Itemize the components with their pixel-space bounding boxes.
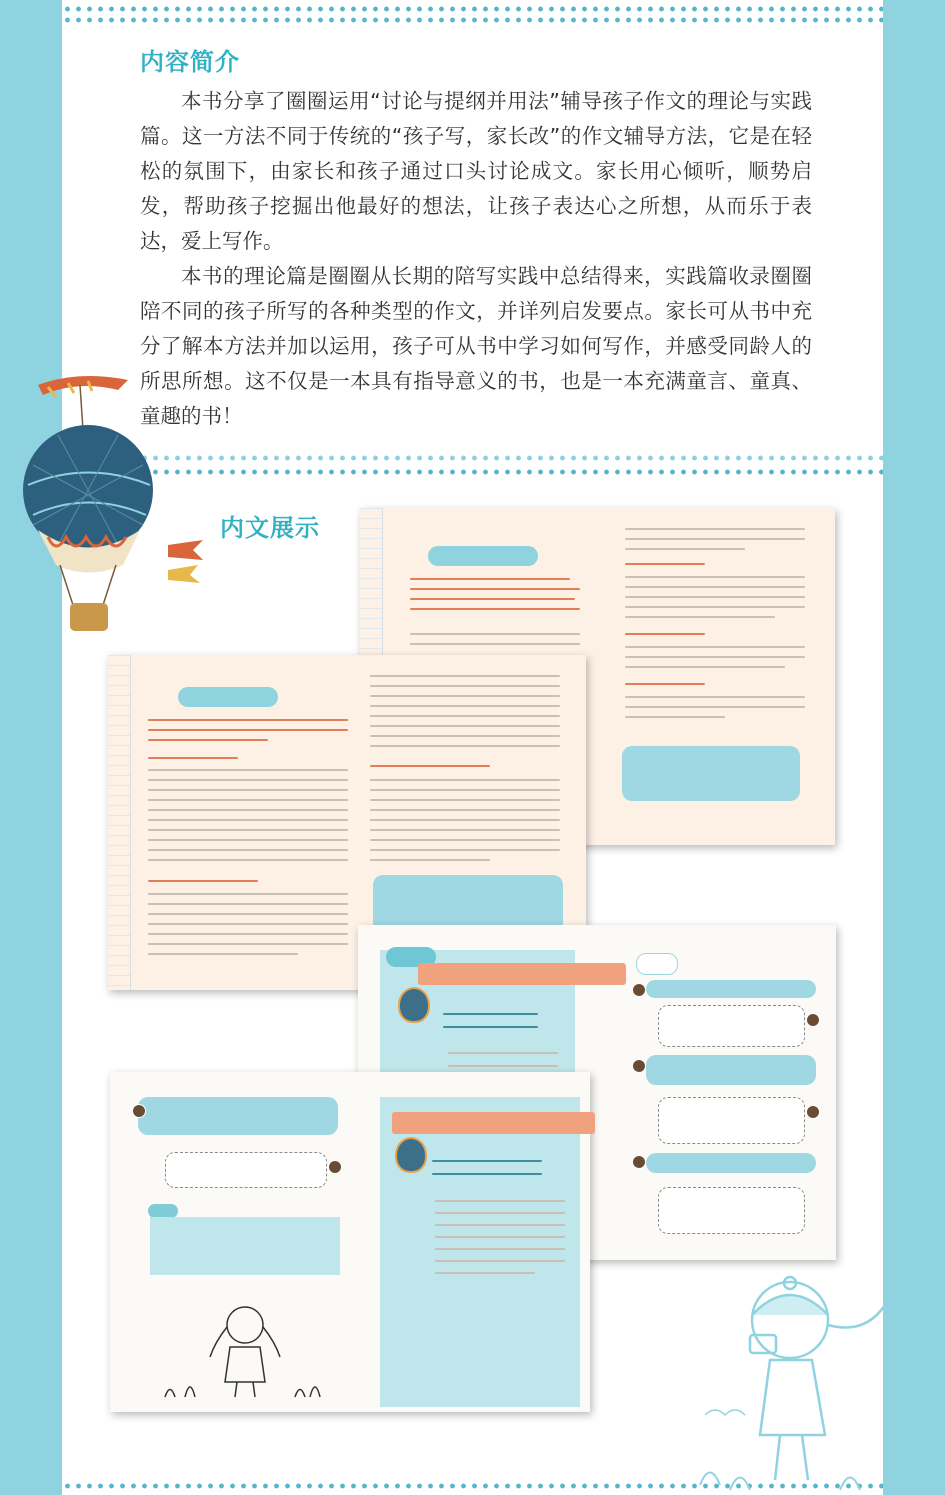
dialog-box [165, 1152, 327, 1188]
text-line [625, 606, 805, 608]
sample-page-4 [110, 1072, 590, 1412]
avatar [632, 983, 646, 997]
text-line [443, 1026, 538, 1028]
text-line [625, 616, 775, 618]
text-line [148, 880, 258, 882]
text-line [625, 683, 705, 685]
text-line [370, 705, 560, 707]
text-line [148, 953, 298, 955]
text-line [435, 1236, 565, 1238]
text-line [370, 829, 560, 831]
girl-in-garden-sketch [155, 1297, 325, 1402]
text-line [148, 757, 238, 759]
dialog-bubble [646, 1153, 816, 1173]
text-line [410, 588, 580, 590]
text-line [448, 1065, 558, 1067]
text-line [435, 1260, 565, 1262]
text-line [432, 1173, 542, 1175]
dialog-box [658, 1187, 805, 1234]
text-line [435, 1272, 535, 1274]
chapter-banner [428, 546, 538, 566]
text-line [410, 633, 580, 635]
text-line [370, 765, 490, 767]
text-line [148, 819, 348, 821]
intro-paragraph-2: 本书的理论篇是圈圈从长期的陪写实践中总结得来，实践篇收录圈圈陪不同的孩子所写的各种类型的作文，并详列启发要点。家长可从书中充分了解本方法并加以运用，孩子可从书中学习如何写作，并感受同龄人的所思所想。这不仅是一本具有指导意义的书，也是一本充满童言、童真、童趣的书！ [140, 264, 812, 428]
avatar [632, 1155, 646, 1169]
text-line [435, 1224, 565, 1226]
intro-text [140, 84, 812, 434]
text-line [370, 735, 560, 737]
text-line [625, 646, 805, 648]
text-line [370, 799, 560, 801]
text-line [625, 596, 805, 598]
text-line [370, 725, 560, 727]
text-line [370, 839, 560, 841]
avatar [328, 1160, 342, 1174]
dotted-border-top-2 [62, 14, 883, 26]
text-line [148, 903, 348, 905]
article-header [392, 1112, 595, 1134]
text-line [625, 706, 805, 708]
text-line [625, 528, 805, 530]
avatar [806, 1013, 820, 1027]
text-line [148, 859, 348, 861]
text-line [148, 933, 348, 935]
text-line [148, 893, 348, 895]
text-line [370, 809, 560, 811]
text-line [625, 633, 705, 635]
dialog-box [658, 1005, 805, 1047]
text-line [370, 715, 560, 717]
text-line [435, 1200, 565, 1202]
text-line [370, 849, 560, 851]
text-line [148, 799, 348, 801]
text-line [370, 779, 560, 781]
text-line [370, 819, 560, 821]
dialog-bubble [138, 1097, 338, 1135]
text-line [410, 578, 570, 580]
text-line [148, 829, 348, 831]
text-line [148, 809, 348, 811]
text-line [625, 538, 805, 540]
avatar [132, 1104, 146, 1118]
text-line [625, 563, 705, 565]
text-line [370, 675, 560, 677]
text-line [410, 598, 575, 600]
text-line [625, 576, 805, 578]
discussion-tag [636, 953, 678, 975]
dialog-box [658, 1097, 805, 1144]
text-line [410, 608, 580, 610]
text-line [410, 643, 580, 645]
text-line [148, 789, 348, 791]
dialog-bubble [646, 980, 816, 998]
text-line [148, 839, 348, 841]
text-line [148, 849, 348, 851]
text-line [448, 1052, 558, 1054]
text-line [625, 666, 785, 668]
dialog-bubble [646, 1055, 816, 1085]
text-line [148, 913, 348, 915]
text-line [625, 696, 805, 698]
left-frame [0, 0, 62, 1495]
text-line [148, 719, 348, 721]
hot-air-balloon-icon [18, 365, 208, 665]
preview-title: 内文展示 [220, 514, 320, 542]
text-line [625, 548, 745, 550]
right-frame [883, 0, 945, 1495]
text-line [148, 779, 348, 781]
article-header [418, 963, 626, 985]
intro-paragraph-1: 本书分享了圈圈运用“讨论与提纲并用法”辅导孩子作文的理论与实践篇。这一方法不同于传统的“孩子写，家长改”的作文辅导方法，它是在轻松的氛围下，由家长和孩子通过口头讨论成文。家长用心倾听，顺势启发，帮助孩子挖掘出他最好的想法，让孩子表达心之所想，从而乐于表达，爱上写作。 [140, 89, 812, 253]
text-line [370, 745, 560, 747]
text-line [370, 695, 560, 697]
text-line [148, 943, 348, 945]
balloon-icon [398, 987, 430, 1023]
note-tag [148, 1204, 178, 1218]
text-line [625, 656, 805, 658]
avatar [806, 1105, 820, 1119]
text-line [443, 1013, 538, 1015]
tip-bubble [622, 746, 800, 801]
text-line [435, 1248, 565, 1250]
girl-with-camera-icon [690, 1265, 890, 1495]
intro-title: 内容简介 [140, 48, 240, 76]
text-line [625, 586, 805, 588]
text-line [625, 716, 725, 718]
text-line [148, 769, 348, 771]
avatar [632, 1059, 646, 1073]
text-line [148, 729, 348, 731]
ruled-margin [108, 655, 131, 990]
text-line [370, 859, 490, 861]
text-line [148, 739, 268, 741]
text-line [370, 685, 560, 687]
chapter-banner [178, 687, 278, 707]
text-line [435, 1212, 565, 1214]
text-line [148, 923, 348, 925]
text-line [370, 789, 560, 791]
note-block [150, 1217, 340, 1275]
balloon-icon [395, 1137, 427, 1173]
text-line [432, 1160, 542, 1162]
